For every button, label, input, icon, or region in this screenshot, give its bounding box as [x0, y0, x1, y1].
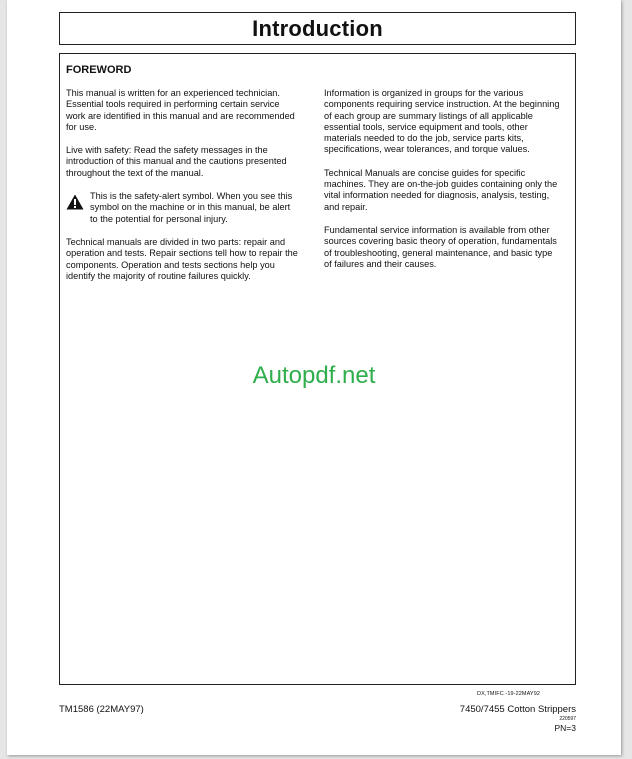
paragraph-concise-guides: Technical Manuals are concise guides for specific machines. They are on-the-job guides containing only the vital information needed for diagnosis, analysis, testing, and repair.	[324, 167, 558, 212]
paragraph-intro: This manual is written for an experienced technician. Essential tools required in performing certain service work are identified in this manual and are recommended for use.	[66, 88, 295, 132]
left-column	[66, 88, 300, 294]
paragraph-organization: Information is organized in groups for the various components requiring service instruction. At the beginning of each group are summary listings of all applicable essential tools, service equipment and tools, other materials needed to do the job, service parts kits, specifications, wear tolerances, and torque values.	[324, 88, 560, 155]
page-number: PN=3	[554, 723, 576, 733]
paragraph-safety: Live with safety: Read the safety messages in the introduction of this manual and the cautions presented throughout the text of the manual.	[66, 145, 287, 178]
safety-alert-text: This is the safety-alert symbol. When you see this symbol on the machine or in this manual, be alert to the potential for personal injury.	[90, 191, 293, 224]
footer-date-code: 220597	[559, 716, 576, 722]
safety-alert-icon	[66, 194, 84, 210]
reference-code: DX,TMIFC -19-22MAY92	[477, 691, 541, 697]
page-title: Introduction	[59, 12, 576, 45]
footer-manual-id: TM1586 (22MAY97)	[59, 704, 144, 715]
document-page	[7, 0, 621, 755]
section-heading: FOREWORD	[66, 64, 132, 76]
paragraph-manual-parts: Technical manuals are divided in two parts: repair and operation and tests. Repair sections tell how to repair the components. Operation and tests sections help you identify the majority of routine failures quickly.	[66, 236, 298, 281]
footer-model: 7450/7455 Cotton Strippers	[459, 704, 576, 715]
right-column	[324, 88, 562, 282]
paragraph-fundamentals: Fundamental service information is available from other sources covering basic theory of operation, fundamentals of troubleshooting, general maintenance, and basic type of failures and their causes.	[324, 224, 557, 269]
safety-alert-block	[66, 191, 300, 225]
watermark-text: Autopdf.net	[252, 362, 376, 389]
